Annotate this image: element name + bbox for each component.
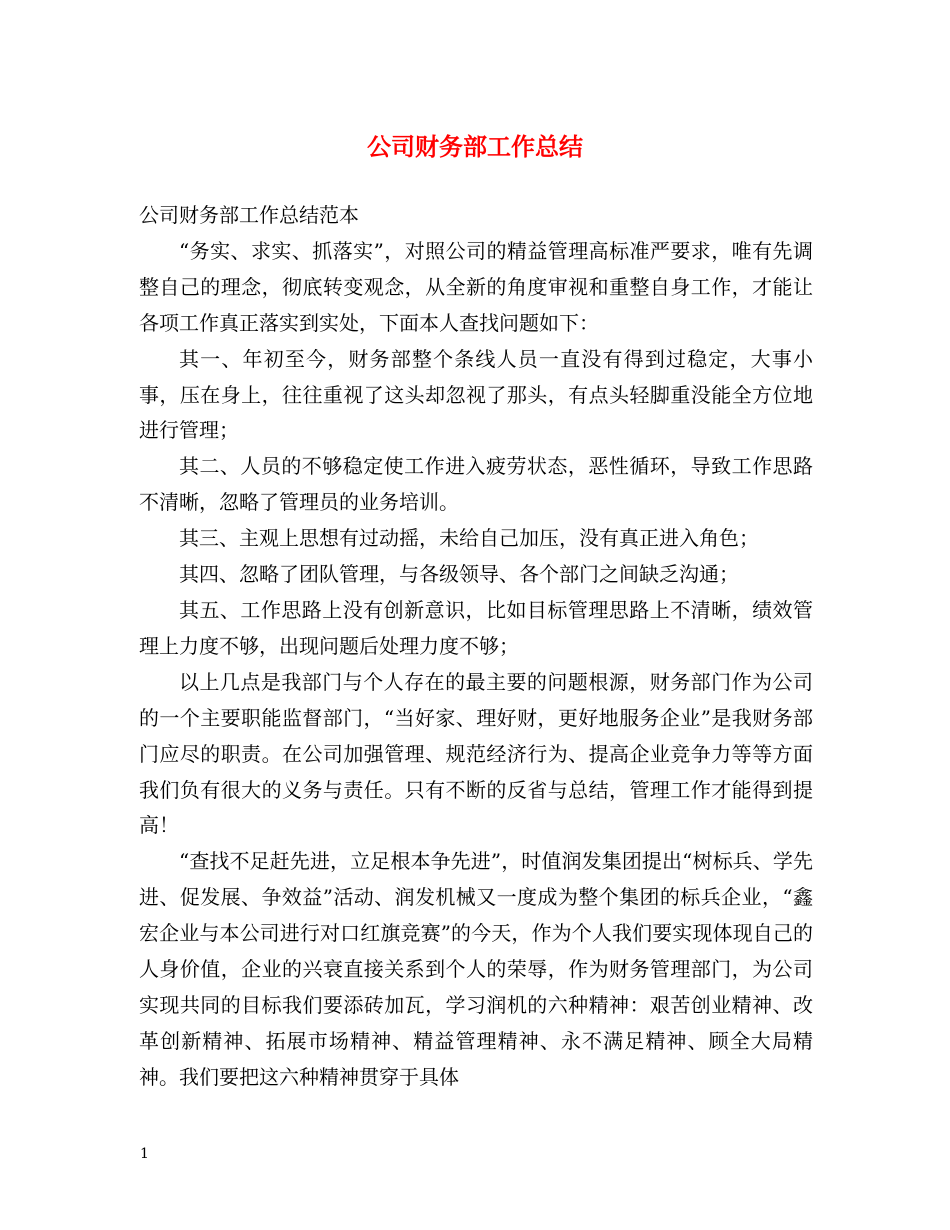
document-subtitle: 公司财务部工作总结范本 bbox=[139, 203, 359, 227]
paragraph-point-5: 其五、工作思路上没有创新意识，比如目标管理思路上不清晰，绩效管理上力度不够，出现问题后处理力度不够； bbox=[139, 597, 813, 658]
paragraph-intro: “务实、求实、抓落实”，对照公司的精益管理高标准严要求，唯有先调整自己的理念，彻底转变观念，从全新的角度审视和重整自身工作，才能让各项工作真正落实到实处，下面本人查找问题如下： bbox=[139, 238, 813, 335]
document-body bbox=[139, 198, 813, 1096]
paragraph-summary: 以上几点是我部门与个人存在的最主要的问题根源，财务部门作为公司的一个主要职能监督部门，“当好家、理好财，更好地服务企业”是我财务部门应尽的职责。在公司加强管理、规范经济行为、提高企业竞争力等等方面我们负有很大的义务与责任。只有不断的反省与总结，管理工作才能得到提高！ bbox=[139, 669, 813, 838]
page-number: 1 bbox=[140, 1146, 149, 1162]
paragraph-point-2: 其二、人员的不够稳定使工作进入疲劳状态，恶性循环，导致工作思路不清晰，忽略了管理员的业务培训。 bbox=[139, 454, 813, 515]
paragraph-point-1: 其一、年初至今，财务部整个条线人员一直没有得到过稳定，大事小事，压在身上，往往重视了这头却忽视了那头，有点头轻脚重没能全方位地进行管理； bbox=[139, 346, 813, 443]
paragraph-point-4: 其四、忽略了团队管理，与各级领导、各个部门之间缺乏沟通； bbox=[179, 562, 739, 587]
paragraph-point-3: 其三、主观上思想有过动摇，未给自己加压，没有真正进入角色； bbox=[179, 526, 759, 551]
paragraph-spirit: “查找不足赶先进，立足根本争先进”，时值润发集团提出“树标兵、学先进、促发展、争效益”活动、润发机械又一度成为整个集团的标兵企业，“鑫宏企业与本公司进行对口红旗竞赛”的今天，作为个人我们要实现体现自己的人身价值，企业的兴衰直接关系到个人的荣辱，作为财务管理部门，为公司实现共同的目标我们要添砖加瓦，学习润机的六种精神：艰苦创业精神、改革创新精神、拓展市场精神、精益管理精神、永不满足精神、顾全大局精神。我们要把这六种精神贯穿于具体 bbox=[139, 849, 813, 1089]
document-title: 公司财务部工作总结 bbox=[367, 132, 583, 161]
